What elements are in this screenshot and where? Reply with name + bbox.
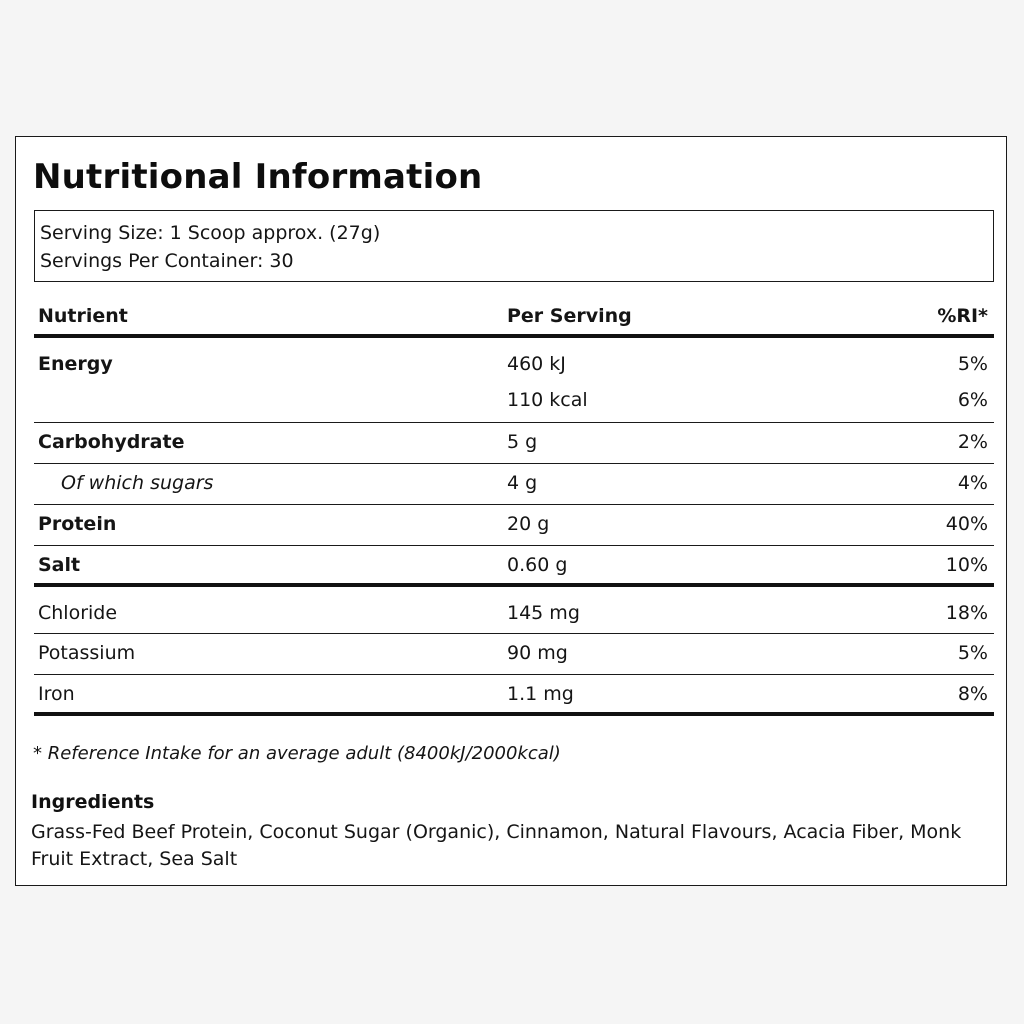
- per-serving-value: 145 mg: [507, 602, 580, 624]
- per-serving-value: 0.60 g: [507, 554, 568, 576]
- per-serving-value: 90 mg: [507, 642, 568, 664]
- header-ri: %RI*: [937, 305, 988, 327]
- table-row: [34, 423, 994, 464]
- table-row: [34, 634, 994, 675]
- servings-per-container: Servings Per Container: 30: [40, 250, 294, 272]
- nutrient-name: Carbohydrate: [38, 431, 185, 453]
- per-serving-value: 4 g: [507, 472, 538, 494]
- ri-value: 5%: [957, 642, 988, 664]
- table-row: [34, 464, 994, 505]
- serving-info-box: [34, 210, 994, 282]
- ingredients-heading: Ingredients: [31, 791, 155, 813]
- reference-intake-footnote: * Reference Intake for an average adult (8400kJ/2000kcal): [33, 743, 561, 764]
- nutrient-name: Of which sugars: [61, 472, 214, 494]
- ri-value: 2%: [957, 431, 988, 453]
- per-serving-value: 20 g: [507, 513, 550, 535]
- table-header-row: [34, 297, 994, 338]
- nutrient-name: Protein: [38, 513, 117, 535]
- table-row: [34, 587, 994, 634]
- page-title: Nutritional Information: [33, 157, 483, 197]
- ri-value: 40%: [945, 513, 988, 535]
- nutrient-name: Energy: [38, 353, 113, 375]
- header-per-serving: Per Serving: [507, 305, 632, 327]
- nutrient-name: Salt: [38, 554, 81, 576]
- nutrient-name: Chloride: [38, 602, 118, 624]
- per-serving-value: 5 g: [507, 431, 538, 453]
- ingredients-list: Grass-Fed Beef Protein, Coconut Sugar (Organic), Cinnamon, Natural Flavours, Acacia Fiber, Monk Fruit Extract, Sea Salt: [31, 821, 962, 870]
- ri-value: 18%: [945, 602, 988, 624]
- table-row: [34, 505, 994, 546]
- ri-value: 10%: [945, 554, 988, 576]
- ri-value: 8%: [957, 683, 988, 705]
- per-serving-value: 110 kcal: [507, 389, 588, 411]
- ri-value: 6%: [957, 389, 988, 411]
- nutrient-name: Potassium: [38, 642, 136, 664]
- per-serving-value: 460 kJ: [507, 353, 566, 375]
- header-nutrient: Nutrient: [38, 305, 128, 327]
- nutrient-name: Iron: [38, 683, 75, 705]
- per-serving-value: 1.1 mg: [507, 683, 574, 705]
- ri-value: 4%: [957, 472, 988, 494]
- table-row: [34, 546, 994, 587]
- table-row: [34, 338, 994, 385]
- nutrition-panel: [15, 136, 1007, 886]
- serving-size: Serving Size: 1 Scoop approx. (27g): [40, 222, 381, 244]
- ri-value: 5%: [957, 353, 988, 375]
- table-row: [34, 385, 994, 423]
- table-row: [34, 675, 994, 716]
- nutrition-table: [34, 297, 994, 716]
